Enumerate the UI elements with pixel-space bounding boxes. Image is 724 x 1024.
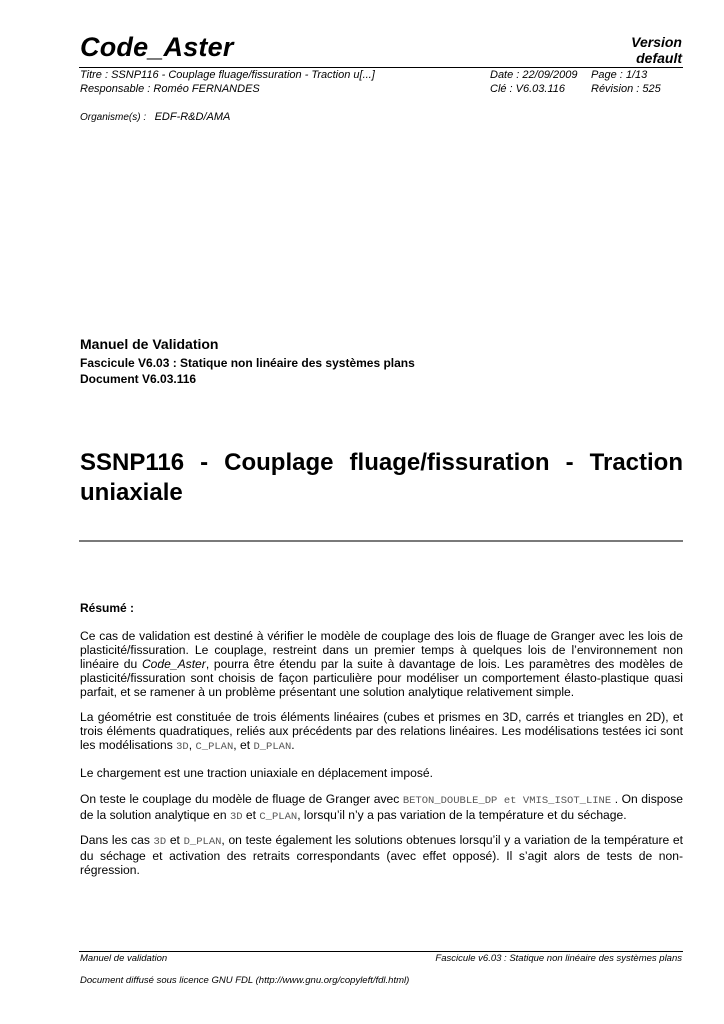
p1-text-a: Ce cas de validation est destiné à vérifier le modèle de couplage des lois de fluage de Granger avec les lois de plasticité/fissuration. Le couplage, restreint dans un premier temps à quelques lois de l’environnement non linéaire du: [80, 629, 683, 671]
p1-text-b: , pourra être étendu par la suite à davantage de lois. Les paramètres des modèles de plasticité/fissuration sont choisis de façon particulière pour modéliser un comportement élasto-plastique quasi parfait, et se ramener à un problème présentant une solution analytique relativement simple.: [80, 657, 683, 699]
p4-text-b: . On dispose de la solution analytique en: [80, 792, 683, 822]
title-separator: [79, 540, 683, 542]
version-line1: Version: [631, 34, 682, 50]
version-line2: default: [636, 50, 682, 66]
resume-paragraph-5: [80, 833, 683, 877]
resume-paragraph-3: Le chargement est une traction uniaxiale en déplacement imposé.: [80, 766, 433, 780]
doc-cle: Clé : V6.03.116: [490, 83, 566, 95]
resume-paragraph-4: [80, 792, 683, 824]
doc-date: Date : 22/09/2009: [490, 69, 578, 81]
p2-code-3d: 3D: [176, 741, 189, 753]
p2-sep2: , et: [233, 738, 254, 752]
resume-paragraph-2: [80, 710, 683, 754]
footer-license: Document diffusé sous licence GNU FDL (http://www.gnu.org/copyleft/fdl.html): [80, 975, 410, 986]
manuel-heading: Manuel de Validation: [80, 336, 219, 352]
p4-code-c-plan: C_PLAN: [259, 811, 298, 823]
p4-code-3d: 3D: [229, 811, 243, 823]
doc-titre: Titre : SSNP116 - Couplage fluage/fissuration - Traction u[...]: [80, 69, 375, 81]
p2-sep1: ,: [188, 738, 196, 752]
organisme-value: EDF-R&D/AMA: [154, 111, 231, 123]
p4-text-d: , lorsqu’il n’y a pas variation de la température et du séchage.: [297, 808, 627, 822]
p5-text-c: , on teste également les solutions obtenues lorsqu’il y a variation de la température et du séchage et activation des retraits correspondants (avec effet opposé). Il s’agit alors de tests de non-régression.: [80, 833, 683, 877]
page-title: SSNP116 - Couplage fluage/fissuration - Traction uniaxiale: [80, 449, 683, 506]
p5-code-3d: 3D: [153, 836, 167, 848]
p5-code-d-plan: D_PLAN: [183, 836, 222, 848]
document-number: Document V6.03.116: [80, 372, 197, 386]
footer-rule: [79, 951, 683, 952]
p5-text-b: et: [166, 833, 184, 847]
resume-paragraph-1: [80, 629, 683, 699]
p2-text-b: .: [291, 738, 295, 752]
organisme: [80, 107, 230, 125]
doc-revision: Révision : 525: [591, 83, 661, 95]
header-rule: [79, 67, 683, 68]
fascicule-line: Fascicule V6.03 : Statique non linéaire des systèmes plans: [80, 356, 415, 370]
p4-text-a: On teste le couplage du modèle de fluage de Granger avec: [80, 792, 403, 806]
version-label: [562, 34, 682, 66]
app-title: Code_Aster: [80, 32, 234, 62]
doc-page: Page : 1/13: [591, 69, 648, 81]
p4-code-laws: BETON_DOUBLE_DP et VMIS_ISOT_LINE: [402, 795, 612, 807]
resume-heading: Résumé :: [80, 601, 135, 615]
p2-code-c-plan: C_PLAN: [195, 741, 234, 753]
p4-text-c: et: [242, 808, 260, 822]
footer-right: Fascicule v6.03 : Statique non linéaire des systèmes plans: [435, 953, 682, 964]
p2-code-d-plan: D_PLAN: [253, 741, 292, 753]
footer-left: Manuel de validation: [80, 953, 168, 964]
p5-text-a: Dans les cas: [80, 833, 154, 847]
p1-code-aster: Code_Aster: [141, 657, 206, 671]
p2-text-a: La géométrie est constituée de trois éléments linéaires (cubes et prismes en 3D, carrés et triangles en 2D), et trois éléments quadratiques, reliés aux précédents par des relations linéaires. Les modélisations testées ici sont les modélisations: [80, 710, 683, 752]
doc-responsable: Responsable : Roméo FERNANDES: [80, 83, 260, 95]
organisme-label: Organisme(s) :: [80, 112, 147, 123]
